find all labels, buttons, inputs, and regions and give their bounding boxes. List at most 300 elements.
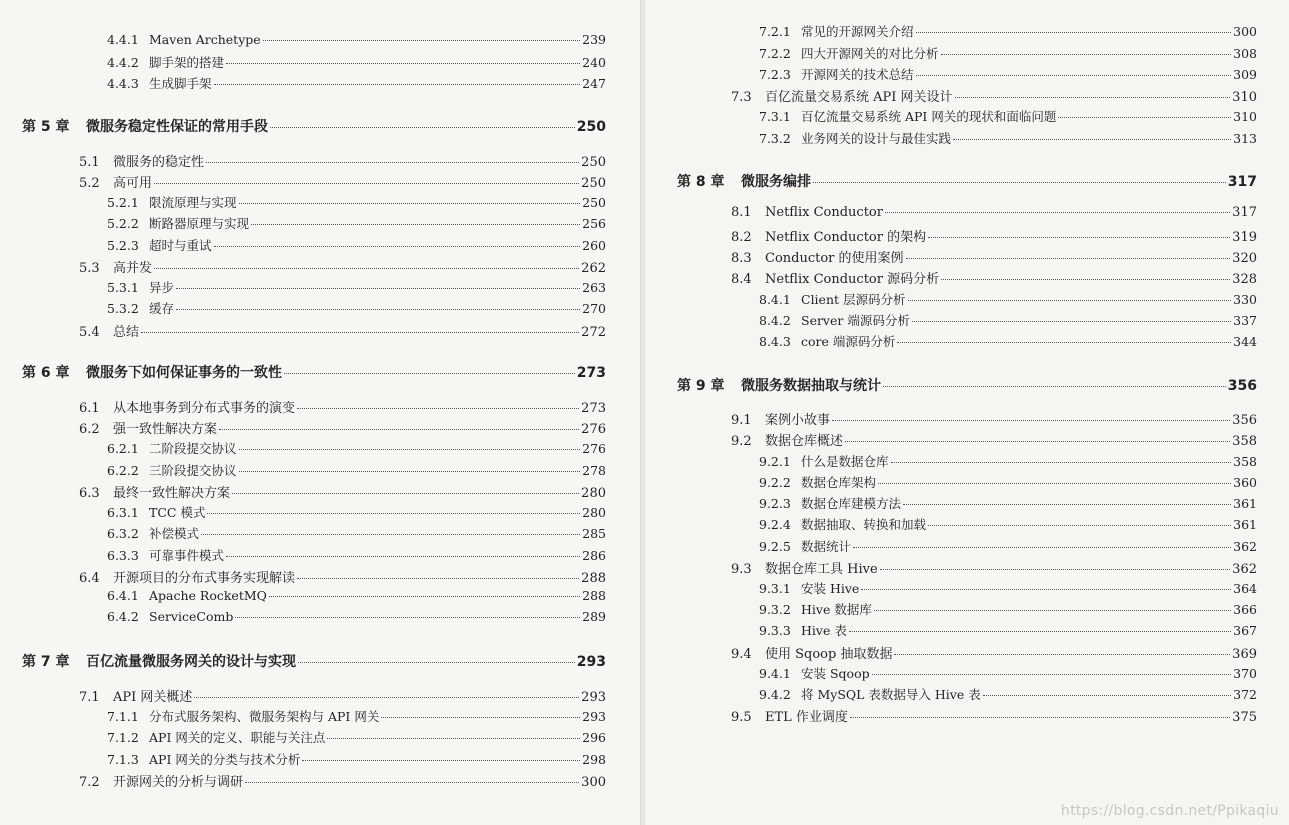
section-number: 9.1 [731,413,752,428]
page-number: 298 [582,752,606,767]
section-number: 第 6 章 [22,365,70,381]
toc-entry [759,494,1257,512]
leader-dots [327,738,580,739]
section-title: 补偿模式 [149,526,200,541]
toc-entry [107,439,606,457]
toc-entry [107,524,606,542]
section-title: 安装 Hive [801,581,860,596]
toc-entry [107,707,606,725]
toc-chapter-entry [22,116,606,136]
page-number: 361 [1233,496,1257,511]
leader-dots [206,162,579,163]
toc-entry [107,609,606,624]
section-title: 开源项目的分布式事务实现解读 [113,571,296,586]
section-title: 安装 Sqoop [801,666,870,681]
toc-entry [731,409,1257,428]
section-title: Netflix Conductor [765,205,883,220]
section-number: 7.1 [79,690,100,705]
section-number: 9.2.4 [759,517,791,532]
toc-entry [107,32,606,47]
toc-entry [759,65,1257,83]
section-title: 微服务的稳定性 [113,155,205,170]
page-number: 272 [581,325,606,340]
section-number: 6.3.2 [107,526,139,541]
section-number: 5.4 [79,325,100,340]
section-number: 9.3.2 [759,602,791,617]
section-title: 四大开源网关的对比分析 [801,46,939,61]
section-number: 9.2 [731,434,752,449]
leader-dots [903,504,1231,505]
section-title: 数据仓库工具 Hive [765,562,878,577]
section-title: 微服务编排 [741,174,811,190]
toc-entry [759,473,1257,491]
section-number: 9.3.3 [759,623,791,638]
leader-dots [214,84,581,85]
leader-dots [845,441,1230,442]
toc-chapter-entry [677,171,1257,191]
section-number: 9.2.3 [759,496,791,511]
page-number: 286 [582,548,606,563]
section-title: 强一致性解决方案 [113,422,218,437]
toc-entry [759,621,1257,639]
toc-entry [759,332,1257,350]
section-title: 开源网关的分析与调研 [113,775,244,790]
page-number: 278 [582,463,606,478]
leader-dots [226,556,580,557]
toc-entry [79,257,606,276]
toc-entry [731,268,1257,287]
leader-dots [214,246,581,247]
section-number: 6.3.1 [107,505,139,520]
leader-dots [239,203,581,204]
page-number: 293 [581,690,606,705]
section-number: 7.3 [731,90,752,105]
leader-dots [878,483,1231,484]
page-number: 328 [1232,272,1257,287]
section-number: 8.4.1 [759,292,791,307]
page-number: 240 [582,55,606,70]
leader-dots [270,127,575,128]
toc-entry [107,588,606,603]
section-title: 业务网关的设计与最佳实践 [801,131,952,146]
page-number: 276 [582,441,606,456]
page-number: 337 [1233,313,1257,328]
section-number: 5.3.2 [107,301,139,316]
leader-dots [813,182,1226,183]
toc-entry [759,664,1257,682]
leader-dots [219,429,579,430]
page-number: 317 [1232,205,1257,220]
leader-dots [239,471,581,472]
page-number: 375 [1232,710,1257,725]
page-number: 356 [1232,413,1257,428]
section-title: 什么是数据仓库 [801,454,889,469]
page-number: 320 [1232,251,1257,266]
toc-chapter-entry [22,362,606,382]
page-number: 288 [582,588,606,603]
section-number: 9.3 [731,562,752,577]
page-number: 330 [1233,292,1257,307]
toc-entry [107,546,606,564]
section-title: 数据仓库架构 [801,475,877,490]
toc-chapter-entry [677,375,1257,395]
leader-dots [883,386,1226,387]
section-title: 数据抽取、转换和加载 [801,517,927,532]
toc-entry [79,418,606,437]
toc-entry [107,278,606,296]
page-number: 356 [1227,378,1257,394]
leader-dots [928,237,1230,238]
leader-dots [928,525,1231,526]
section-title: 断路器原理与实现 [149,216,250,231]
section-number: 8.2 [731,230,752,245]
toc-entry [731,86,1257,105]
page-number: 362 [1232,562,1257,577]
section-title: Apache RocketMQ [149,588,267,603]
leader-dots [849,631,1231,632]
leader-dots [297,578,579,579]
page-number: 358 [1232,434,1257,449]
section-number: 9.4.1 [759,666,791,681]
section-number: 9.4.2 [759,687,791,702]
section-number: 第 8 章 [677,174,725,190]
leader-dots [381,717,580,718]
section-title: 数据仓库建模方法 [801,496,902,511]
section-title: 案例小故事 [765,413,831,428]
page-number: 309 [1233,67,1257,82]
page-number: 250 [582,195,606,210]
section-number: 9.4 [731,647,752,662]
toc-entry [79,172,606,191]
leader-dots [235,617,580,618]
section-number: 9.3.1 [759,581,791,596]
toc-entry [759,129,1257,147]
watermark: https://blog.csdn.net/Ppikaqiu [1060,803,1279,819]
leader-dots [232,493,579,494]
page-number: 280 [581,486,606,501]
toc-entry [731,205,1257,220]
page-number: 247 [582,76,606,91]
leader-dots [916,75,1232,76]
section-number: 7.1.3 [107,752,139,767]
page-number: 260 [582,238,606,253]
toc-entry [731,643,1257,662]
section-number: 5.3 [79,261,100,276]
section-title: 将 MySQL 表数据导入 Hive 表 [801,687,981,702]
section-title: Client 层源码分析 [801,292,906,307]
toc-entry [107,503,606,521]
section-title: API 网关的分类与技术分析 [149,752,301,767]
toc-entry [79,151,606,170]
section-title: 限流原理与实现 [149,195,237,210]
page-number: 293 [576,654,606,670]
section-number: 7.2 [79,775,100,790]
page-number: 369 [1232,647,1257,662]
section-number: 9.2.2 [759,475,791,490]
page-number: 366 [1233,602,1257,617]
page-number: 273 [576,365,606,381]
toc-entry [79,482,606,501]
toc-entry [731,226,1257,245]
toc-entry [107,74,606,92]
leader-dots [154,183,579,184]
section-title: Hive 表 [801,623,847,638]
leader-dots [298,662,575,663]
leader-dots [263,40,580,41]
section-number: 5.2.2 [107,216,139,231]
leader-dots [269,596,580,597]
toc-entry [79,567,606,586]
section-number: 7.2.2 [759,46,791,61]
page-number: 360 [1233,475,1257,490]
section-number: 6.2 [79,422,100,437]
section-number: 5.3.1 [107,280,139,295]
leader-dots [953,139,1231,140]
section-title: Hive 数据库 [801,602,872,617]
toc-entry [731,558,1257,577]
page-number: 263 [582,280,606,295]
leader-dots [891,462,1232,463]
section-number: 6.3.3 [107,548,139,563]
page-number: 250 [581,155,606,170]
section-number: 5.2 [79,176,100,191]
leader-dots [207,513,580,514]
leader-dots [302,760,580,761]
toc-entry [731,430,1257,449]
page-number: 262 [581,261,606,276]
page-number: 256 [582,216,606,231]
section-title: 脚手架的搭建 [149,55,225,70]
section-number: 第 5 章 [22,119,70,135]
toc-entry [759,600,1257,618]
page-number: 372 [1233,687,1257,702]
toc-entry [107,53,606,71]
section-title: API 网关的定义、职能与关注点 [149,730,326,745]
leader-dots [245,782,579,783]
section-title: ETL 作业调度 [765,710,848,725]
page-number: 319 [1232,230,1257,245]
section-number: 8.1 [731,205,752,220]
leader-dots [853,547,1231,548]
page-number: 367 [1233,623,1257,638]
section-title: Netflix Conductor 的架构 [765,230,927,245]
leader-dots [850,717,1230,718]
leader-dots [201,534,580,535]
section-title: 高可用 [113,176,153,191]
section-number: 4.4.1 [107,32,139,47]
leader-dots [894,654,1230,655]
section-title: 最终一致性解决方案 [113,486,231,501]
leader-dots [1058,117,1231,118]
toc-entry [107,750,606,768]
toc-entry [79,321,606,340]
section-title: 二阶段提交协议 [149,441,237,456]
section-number: 7.1.2 [107,730,139,745]
section-number: 6.2.1 [107,441,139,456]
page-number: 276 [581,422,606,437]
section-title: 开源网关的技术总结 [801,67,914,82]
leader-dots [297,408,579,409]
section-title: 超时与重试 [149,238,212,253]
leader-dots [239,449,581,450]
leader-dots [912,321,1231,322]
section-title: 异步 [149,280,175,295]
page-number: 273 [581,401,606,416]
section-title: 总结 [113,325,140,340]
leader-dots [872,674,1232,675]
section-title: 高并发 [113,261,153,276]
section-number: 8.4.2 [759,313,791,328]
toc-entry [759,107,1257,125]
section-title: 缓存 [149,301,175,316]
section-number: 6.1 [79,401,100,416]
toc-entry [79,686,606,705]
toc-entry [79,771,606,790]
page-number: 296 [582,730,606,745]
page-number: 310 [1233,109,1257,124]
section-title: 使用 Sqoop 抽取数据 [765,647,893,662]
page-number: 270 [582,301,606,316]
page-number: 250 [576,119,606,135]
section-number: 7.3.1 [759,109,791,124]
toc-entry [759,685,1257,703]
page-number: 250 [581,176,606,191]
section-number: 6.4.2 [107,609,139,624]
page-number: 317 [1227,174,1257,190]
section-number: 5.1 [79,155,100,170]
page-number: 344 [1233,334,1257,349]
section-title: 百亿流量微服务网关的设计与实现 [86,654,296,670]
toc-entry [107,461,606,479]
leader-dots [226,63,580,64]
leader-dots [874,610,1231,611]
section-number: 第 9 章 [677,378,725,394]
page-number: 308 [1233,46,1257,61]
leader-dots [194,697,579,698]
toc-entry [759,579,1257,597]
leader-dots [897,342,1231,343]
section-number: 7.2.3 [759,67,791,82]
section-number: 第 7 章 [22,654,70,670]
section-title: 分布式服务架构、微服务架构与 API 网关 [149,709,380,724]
section-title: 百亿流量交易系统 API 网关设计 [765,90,953,105]
section-title: Maven Archetype [149,32,261,47]
section-number: 6.2.2 [107,463,139,478]
page-number: 239 [582,32,606,47]
section-number: 8.4.3 [759,334,791,349]
toc-entry [759,537,1257,555]
section-number: 6.4 [79,571,100,586]
section-number: 4.4.2 [107,55,139,70]
section-title: Conductor 的使用案例 [765,251,904,266]
section-title: API 网关概述 [113,690,193,705]
section-number: 9.2.5 [759,539,791,554]
page-number: 280 [582,505,606,520]
section-number: 7.3.2 [759,131,791,146]
section-title: 微服务数据抽取与统计 [741,378,881,394]
section-title: core 端源码分析 [801,334,896,349]
section-title: Server 端源码分析 [801,313,910,328]
toc-entry [759,452,1257,470]
toc-entry [759,22,1257,40]
section-title: 数据仓库概述 [765,434,844,449]
leader-dots [154,268,579,269]
section-number: 7.1.1 [107,709,139,724]
section-title: TCC 模式 [149,505,206,520]
toc-entry [107,728,606,746]
toc-entry [759,515,1257,533]
toc-entry [759,290,1257,308]
toc-chapter-entry [22,651,606,671]
leader-dots [832,420,1230,421]
section-title: 百亿流量交易系统 API 网关的现状和面临问题 [801,109,1057,124]
leader-dots [284,373,575,374]
toc-entry [79,397,606,416]
leader-dots [906,258,1231,259]
section-number: 9.2.1 [759,454,791,469]
section-number: 7.2.1 [759,24,791,39]
section-title: 常见的开源网关介绍 [801,24,914,39]
toc-entry [107,299,606,317]
leader-dots [880,569,1231,570]
page-number: 288 [581,571,606,586]
toc-entry [731,247,1257,266]
page-number: 362 [1233,539,1257,554]
section-number: 5.2.3 [107,238,139,253]
leader-dots [983,695,1231,696]
page-number: 300 [581,775,606,790]
section-title: 三阶段提交协议 [149,463,237,478]
section-number: 8.4 [731,272,752,287]
toc-entry [107,193,606,211]
section-title: 从本地事务到分布式事务的演变 [113,401,296,416]
page-number: 361 [1233,517,1257,532]
leader-dots [941,54,1232,55]
leader-dots [941,279,1230,280]
section-title: 生成脚手架 [149,76,212,91]
toc-entry [107,236,606,254]
section-title: Netflix Conductor 源码分析 [765,272,940,287]
page-number: 289 [582,609,606,624]
leader-dots [141,332,579,333]
leader-dots [908,300,1232,301]
section-number: 8.3 [731,251,752,266]
section-title: 微服务稳定性保证的常用手段 [86,119,268,135]
page-number: 358 [1233,454,1257,469]
toc-entry [759,44,1257,62]
section-number: 6.4.1 [107,588,139,603]
section-title: 可靠事件模式 [149,548,225,563]
section-title: ServiceComb [149,609,234,624]
leader-dots [861,589,1231,590]
leader-dots [251,224,580,225]
page-number: 285 [582,526,606,541]
section-number: 5.2.1 [107,195,139,210]
section-number: 9.5 [731,710,752,725]
page-number: 364 [1233,581,1257,596]
leader-dots [916,32,1232,33]
toc-entry [731,706,1257,725]
section-number: 4.4.3 [107,76,139,91]
section-number: 6.3 [79,486,100,501]
page-number: 370 [1233,666,1257,681]
leader-dots [176,309,580,310]
section-title: 微服务下如何保证事务的一致性 [86,365,282,381]
leader-dots [885,212,1230,213]
page-number: 293 [582,709,606,724]
page-number: 300 [1233,24,1257,39]
toc-entry [107,214,606,232]
